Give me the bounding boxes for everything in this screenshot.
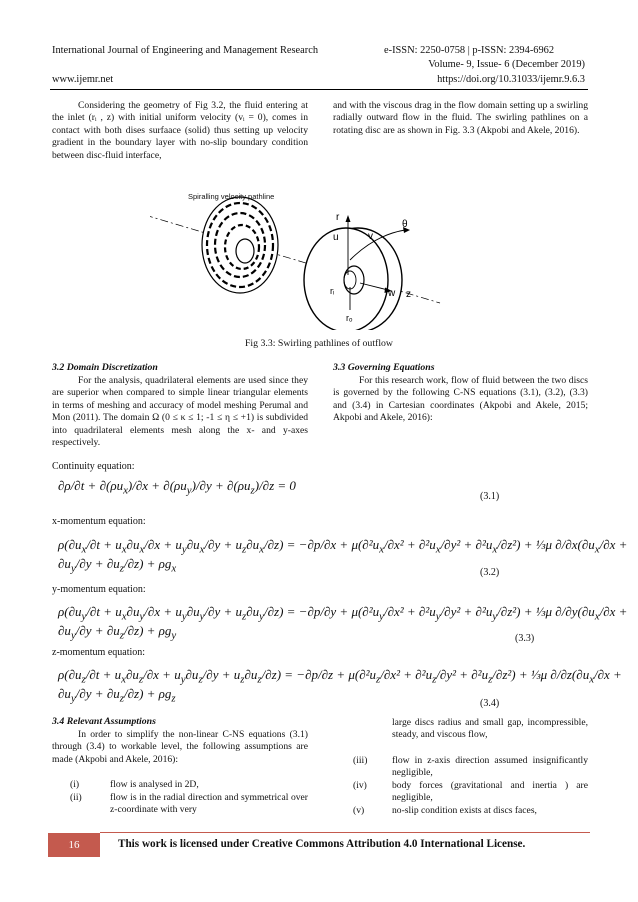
header-rule bbox=[50, 89, 588, 90]
page-number-tab bbox=[48, 833, 100, 857]
section-3-2-body: For the analysis, quadrilateral elements are used since they are superior when compared to simple linear triangular elements in terms of meshing and accuracy of model meshing Perumal and Mon (2011). The domain Ω (0 ≤ κ ≤ 1; -1 ≤ η ≤ +1) is subdivided into quadrilateral elements mesh along the x- and y-axes respectively. bbox=[52, 375, 308, 449]
journal-title: International Journal of Engineering and Management Research bbox=[52, 45, 319, 56]
label-v: v bbox=[368, 231, 373, 242]
intro-left-paragraph: Considering the geometry of Fig 3.2, the fluid entering at the inlet (rᵢ , z) with initial uniform velocity (vᵢ = 0), comes in contact with both dises surfaace (solid) thus setting up velocity gradient in the boundary layer with no-slip boundary condition between disc-fluid interface, bbox=[52, 100, 308, 161]
assumption-text: flow in z-axis direction assumed insignificantly negligible, bbox=[392, 755, 588, 779]
section-3-3-title: 3.3 Governing Equations bbox=[333, 362, 435, 373]
section-3-4-body: In order to simplify the non-linear C-NS equations (3.1) through (3.4) to workable level, the following assumptions are made (Akpobi and Akele, 2016): bbox=[52, 729, 308, 765]
y-momentum-equation: $\rho(\partial u_y/\partial t + u_x\partial u_y/\partial x + u_y\partial u_y/\partial y + u_z\partial u_y/\partial z) = -\partial p/\partial y + \mu(\partial^2u_y/\partial x^2 + \partial^2u_y/\partial y^2 + \partial^2u_y/\partial z^2)$ + ⅓μ $\partial/\partial y(\partial u_x/\partial x + \partial u_y/\partial y + \partial u_z/\partial z) + \rho g_y$ bbox=[58, 604, 628, 642]
section-3-2-title: 3.2 Domain Discretization bbox=[52, 362, 158, 373]
section-3-4-title: 3.4 Relevant Assumptions bbox=[52, 716, 156, 727]
footer-rule bbox=[100, 832, 590, 833]
label-ri: rᵢ bbox=[330, 286, 335, 296]
volume-issue: Volume- 9, Issue- 6 (December 2019) bbox=[428, 59, 585, 70]
label-w: w bbox=[388, 288, 396, 299]
assumption-num: (iii) bbox=[353, 755, 368, 766]
license-note: This work is licensed under Creative Commons Attribution 4.0 International License. bbox=[118, 838, 526, 850]
eq-3-3-number: (3.3) bbox=[515, 633, 535, 644]
x-momentum-label: x-momentum equation: bbox=[52, 516, 146, 527]
y-momentum-label: y-momentum equation: bbox=[52, 584, 146, 595]
z-momentum-equation: $\rho(\partial u_z/\partial t + u_x\partial u_z/\partial x + u_y\partial u_z/\partial y + u_z\partial u_z/\partial z) = -\partial p/\partial z + \mu(\partial^2u_z/\partial x^2 + \partial^2u_z/\partial y^2 + \partial^2u_z/\partial z^2)$ + ⅓μ $\partial/\partial z(\partial u_x/\partial x + \partial u_y/\partial y + \partial u_z/\partial z) + \rho g_z$ bbox=[58, 667, 622, 705]
issn: e-ISSN: 2250-0758 | p-ISSN: 2394-6962 bbox=[384, 45, 555, 56]
assumption-text: no-slip condition exists at discs faces, bbox=[392, 805, 537, 816]
section-3-3-body: For this research work, flow of fluid between the two discs is governed by the following C-NS equations (3.1), (3.2), (3.3) and (3.4) in Cartesian coordinates (Akpobi and Akele, 2015; Akpobi and Akele, 2016): bbox=[333, 375, 588, 424]
assumption-num: (v) bbox=[353, 805, 365, 816]
assumption-text: flow is in the radial direction and symmetrical over z-coordinate with very bbox=[110, 792, 308, 816]
eq-3-4-number: (3.4) bbox=[480, 698, 500, 709]
swirling-pathlines-figure bbox=[150, 185, 490, 330]
assumption-continuation: large discs radius and small gap, incompressible, steady, and viscous flow, bbox=[392, 717, 588, 741]
left-disc-with-pathlines bbox=[202, 197, 278, 293]
eq-3-1-number: (3.1) bbox=[480, 491, 500, 502]
x-momentum-equation: $\rho(\partial u_x/\partial t + u_x\partial u_x/\partial x + u_y\partial u_x/\partial y + u_z\partial u_x/\partial z) = -\partial p/\partial x + \mu(\partial^2u_x/\partial x^2 + \partial^2u_x/\partial y^2 + \partial^2u_x/\partial z^2)$ + ⅓μ $\partial/\partial x(\partial u_x/\partial x + \partial u_y/\partial y + \partial u_z/\partial z) + \rho g_x$ bbox=[58, 537, 628, 575]
assumption-text: flow is analysed in 2D, bbox=[110, 779, 199, 790]
label-z: z bbox=[406, 289, 411, 300]
intro-right-paragraph: and with the viscous drag in the flow domain setting up a swirling radially outward flow in the fluid. The swirling pathlines on a rotating disc are as shown in Fig. 3.3 (Akpobi and Akele, 2016). bbox=[333, 100, 588, 136]
assumption-text: body forces (gravitational and inertia ) are negligible, bbox=[392, 780, 588, 804]
label-r: r bbox=[336, 212, 340, 223]
label-theta: θ bbox=[402, 219, 408, 230]
assumption-num: (i) bbox=[70, 779, 80, 790]
doi-link[interactable]: https://doi.org/10.31033/ijemr.9.6.3 bbox=[437, 74, 585, 85]
assumption-num: (iv) bbox=[353, 780, 367, 791]
right-disc bbox=[304, 228, 402, 330]
assumption-num: (ii) bbox=[70, 792, 82, 803]
label-ro: rₒ bbox=[346, 313, 353, 323]
page-number: 16 bbox=[68, 839, 80, 851]
figure-caption: Fig 3.3: Swirling pathlines of outflow bbox=[244, 338, 394, 349]
label-u: u bbox=[333, 232, 339, 243]
z-momentum-label: z-momentum equation: bbox=[52, 647, 146, 658]
continuity-equation: $\partial\rho/\partial t + \partial(\rho u_x)/\partial x + \partial(\rho u_y)/\partial y + \partial(\rho u_z)/\partial z = 0$ bbox=[58, 478, 296, 497]
continuity-label: Continuity equation: bbox=[52, 461, 135, 472]
eq-3-2-number: (3.2) bbox=[480, 567, 500, 578]
figure-callout: Spiralling velocity pathline bbox=[188, 192, 275, 201]
website-link[interactable]: www.ijemr.net bbox=[52, 74, 114, 85]
